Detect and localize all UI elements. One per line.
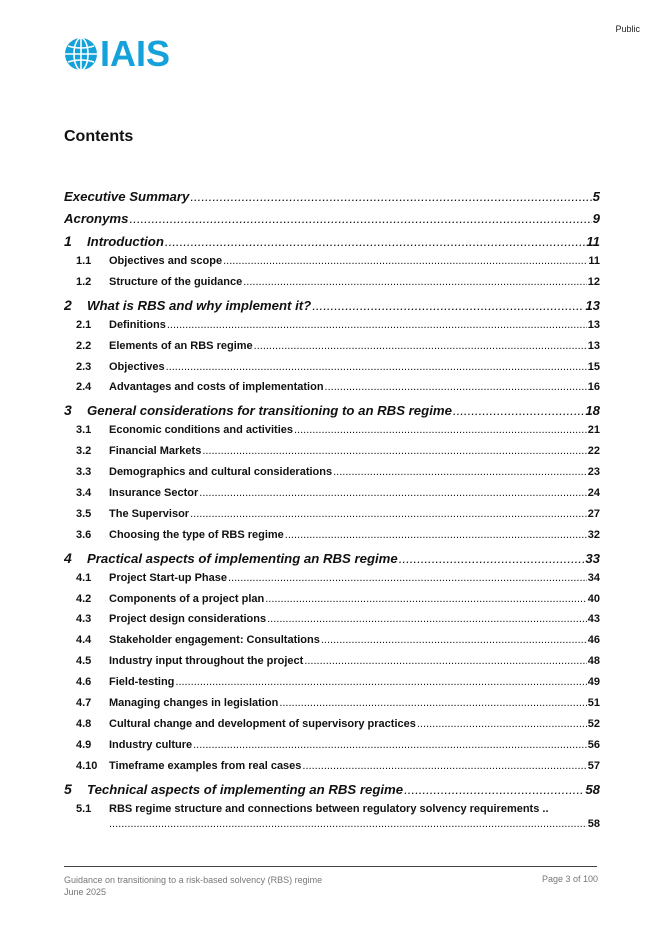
iais-logo [64, 33, 171, 74]
toc-subsection-entry[interactable] [64, 572, 600, 593]
toc-subsection-entry[interactable] [64, 487, 600, 508]
toc-section-entry[interactable] [64, 297, 600, 319]
toc-entry-number: 4.1 [76, 571, 92, 584]
toc-entry-number: 1.1 [76, 255, 92, 267]
toc-entry-number: 2 [64, 296, 72, 313]
toc-entry-page: 13 [585, 297, 600, 313]
toc-entry-label: Project Start-up Phase [109, 571, 227, 584]
toc-entry-label: Elements of an RBS regime [109, 339, 253, 352]
toc-subsection-entry[interactable] [64, 445, 600, 466]
toc-entry-page: 13 [587, 339, 600, 352]
toc-entry-label: Definitions [109, 318, 166, 331]
toc-entry-label: RBS regime structure and connections between regulatory solvency requirements .. [109, 802, 549, 815]
toc-entry-label: Practical aspects of implementing an RBS regime [87, 550, 398, 566]
toc-entry-page: 27 [587, 507, 600, 520]
toc-leader-dots [223, 255, 587, 267]
toc-leader-dots [165, 234, 585, 249]
toc-entry-label: Components of a project plan [109, 592, 265, 605]
toc-entry-page: 5 [592, 189, 600, 204]
toc-entry-number: 4.10 [76, 759, 98, 772]
toc-subsection-entry[interactable] [64, 255, 600, 276]
toc-entry-number: 3.2 [76, 445, 92, 458]
toc-entry-page: 34 [587, 571, 600, 584]
toc-leader-dots [304, 655, 586, 667]
toc-entry-label: Technical aspects of implementing an RBS regime [87, 781, 404, 797]
toc-leader-dots [399, 551, 585, 566]
toc-entry-label: Structure of the guidance [109, 275, 243, 288]
toc-entry-number: 4.5 [76, 655, 92, 668]
toc-leader-dots [404, 782, 584, 797]
toc-leader-dots [279, 697, 586, 709]
toc-entry-page: 9 [592, 211, 600, 226]
toc-entry-label: Industry culture [109, 738, 193, 751]
toc-entry-number: 5 [64, 780, 72, 797]
toc-subsection-entry[interactable] [64, 424, 600, 445]
toc-subsection-entry[interactable] [64, 466, 600, 487]
toc-leader-dots [294, 424, 587, 436]
toc-entry[interactable] [64, 211, 600, 233]
toc-entry-label: Economic conditions and activities [109, 424, 293, 437]
toc-entry-page: 51 [587, 697, 600, 710]
classification-label: Public [615, 24, 640, 34]
toc-leader-dots [193, 739, 587, 751]
toc-entry[interactable] [64, 189, 600, 211]
toc-entry-number: 4.2 [76, 592, 92, 605]
toc-entry-label: Advantages and costs of implementation [109, 381, 324, 394]
toc-entry-label: Field-testing [109, 676, 175, 689]
toc-entry-page: 56 [587, 738, 600, 751]
toc-entry-page: 11 [586, 234, 600, 249]
toc-entry-label: Objectives and scope [109, 255, 223, 267]
toc-subsection-entry[interactable] [64, 655, 600, 676]
toc-subsection-entry[interactable] [64, 676, 600, 697]
toc-entry-number: 3.4 [76, 487, 92, 500]
logo-text: IAIS [100, 33, 171, 74]
toc-entry-page: 57 [587, 759, 600, 772]
toc-leader-dots [190, 189, 591, 204]
toc-entry-number: 2.4 [76, 381, 92, 394]
toc-entry-number: 4.7 [76, 697, 92, 710]
footer-doc-title: Guidance on transitioning to a risk-based solvency (RBS) regime [64, 875, 323, 885]
toc-entry-label: General considerations for transitioning to an RBS regime [87, 403, 452, 419]
toc-leader-dots [333, 466, 587, 478]
toc-section-entry[interactable] [64, 550, 600, 572]
table-of-contents [64, 189, 600, 833]
toc-entry-label: Executive Summary [64, 189, 190, 204]
page-title: Contents [64, 128, 134, 145]
toc-entry-label: Industry input throughout the project [109, 655, 304, 668]
toc-entry-page: 32 [587, 528, 600, 541]
toc-entry-number: 2.1 [76, 318, 92, 331]
toc-leader-dots [325, 381, 587, 393]
toc-leader-dots [130, 211, 592, 226]
toc-entry-label: Choosing the type of RBS regime [109, 528, 284, 541]
toc-entry-label: Acronyms [64, 211, 129, 226]
toc-entry-page: 33 [585, 550, 600, 566]
footer-document-info [64, 874, 322, 898]
toc-leader-dots [109, 818, 587, 830]
toc-entry-page: 12 [587, 275, 600, 288]
toc-section-entry[interactable] [64, 233, 600, 255]
toc-leader-dots [285, 529, 587, 541]
toc-entry-page: 22 [587, 445, 600, 458]
toc-entry-number: 4.3 [76, 613, 92, 626]
globe-icon [64, 37, 98, 71]
toc-entry-label: Demographics and cultural considerations [109, 466, 333, 479]
toc-entry-number: 3.5 [76, 507, 92, 520]
toc-entry-number: 3.3 [76, 466, 92, 479]
toc-entry-number: 4.9 [76, 738, 92, 751]
toc-entry-page: 48 [587, 655, 600, 668]
toc-entry-page: 40 [587, 592, 600, 605]
toc-entry-page: 23 [587, 466, 600, 479]
toc-leader-dots [199, 487, 586, 499]
toc-leader-dots [243, 276, 587, 288]
toc-subsection-entry[interactable] [64, 381, 600, 402]
toc-entry-page: 11 [588, 255, 600, 267]
toc-entry-page: 21 [587, 424, 600, 437]
toc-leader-dots [202, 445, 586, 457]
toc-entry-page: 58 [587, 817, 600, 830]
toc-subsection-entry[interactable] [64, 739, 600, 760]
toc-entry-page: 43 [587, 613, 600, 626]
toc-subsection-entry[interactable] [64, 593, 600, 614]
toc-entry-page: 18 [585, 403, 600, 419]
footer-divider [64, 866, 597, 867]
toc-entry-number: 4.8 [76, 717, 92, 730]
toc-leader-dots [166, 361, 587, 373]
toc-leader-dots [254, 340, 587, 352]
toc-entry-number: 4.6 [76, 676, 92, 689]
toc-entry-label: What is RBS and why implement it? [87, 297, 312, 313]
toc-entry-number: 4.4 [76, 634, 92, 647]
toc-entry-label: Project design considerations [109, 613, 267, 626]
toc-entry-page: 52 [587, 717, 600, 730]
toc-section-entry[interactable] [64, 402, 600, 424]
toc-leader-dots [175, 676, 586, 688]
toc-entry-number: 3 [64, 402, 72, 419]
toc-subsection-entry[interactable] [64, 361, 600, 382]
toc-leader-dots [302, 760, 586, 772]
toc-leader-dots [167, 319, 587, 331]
footer-page-number: Page 3 of 100 [541, 874, 598, 884]
toc-entry-number: 2.2 [76, 339, 92, 352]
toc-entry-number: 3.1 [76, 424, 92, 437]
toc-subsection-entry[interactable] [64, 697, 600, 718]
toc-leader-dots [228, 572, 587, 584]
toc-entry-page: 16 [587, 381, 600, 394]
toc-subsection-entry[interactable] [64, 340, 600, 361]
toc-entry-page: 15 [587, 360, 600, 373]
toc-entry[interactable] [64, 803, 600, 833]
toc-subsection-entry[interactable] [64, 508, 600, 529]
toc-entry-page: 13 [587, 318, 600, 331]
toc-subsection-entry[interactable] [64, 319, 600, 340]
toc-subsection-entry[interactable] [64, 613, 600, 634]
toc-entry-number: 5.1 [76, 802, 92, 815]
toc-leader-dots [267, 613, 587, 625]
toc-subsection-entry[interactable] [64, 529, 600, 550]
footer-date: June 2025 [64, 887, 107, 897]
toc-leader-dots [312, 298, 584, 313]
toc-entry-number: 4 [64, 549, 72, 566]
toc-leader-dots [265, 593, 587, 605]
toc-section-entry[interactable] [64, 781, 600, 803]
toc-subsection-entry[interactable] [64, 760, 600, 781]
toc-entry-label: The Supervisor [109, 507, 190, 520]
toc-entry-label: Managing changes in legislation [109, 697, 279, 710]
toc-entry-page: 46 [587, 634, 600, 647]
toc-entry-label: Introduction [87, 234, 164, 249]
toc-leader-dots [321, 634, 587, 646]
toc-entry-label: Cultural change and development of supervisory practices [109, 717, 416, 730]
toc-subsection-entry[interactable] [64, 276, 600, 297]
toc-entry-label: Objectives [109, 360, 165, 373]
toc-entry-page: 49 [587, 676, 600, 689]
toc-entry-page: 24 [587, 487, 600, 500]
toc-entry-label: Financial Markets [109, 445, 202, 458]
toc-entry-label: Timeframe examples from real cases [109, 759, 302, 772]
toc-entry-label: Stakeholder engagement: Consultations [109, 634, 320, 647]
toc-leader-dots [453, 403, 584, 418]
toc-entry-page: 58 [585, 781, 600, 797]
toc-leader-dots [417, 718, 587, 730]
toc-entry-number: 1 [64, 233, 72, 249]
toc-leader-dots [190, 508, 587, 520]
toc-entry-number: 1.2 [76, 275, 92, 288]
toc-entry-number: 3.6 [76, 528, 92, 541]
toc-entry-label: Insurance Sector [109, 487, 199, 500]
toc-subsection-entry[interactable] [64, 634, 600, 655]
toc-subsection-entry[interactable] [64, 718, 600, 739]
toc-entry-number: 2.3 [76, 360, 92, 373]
